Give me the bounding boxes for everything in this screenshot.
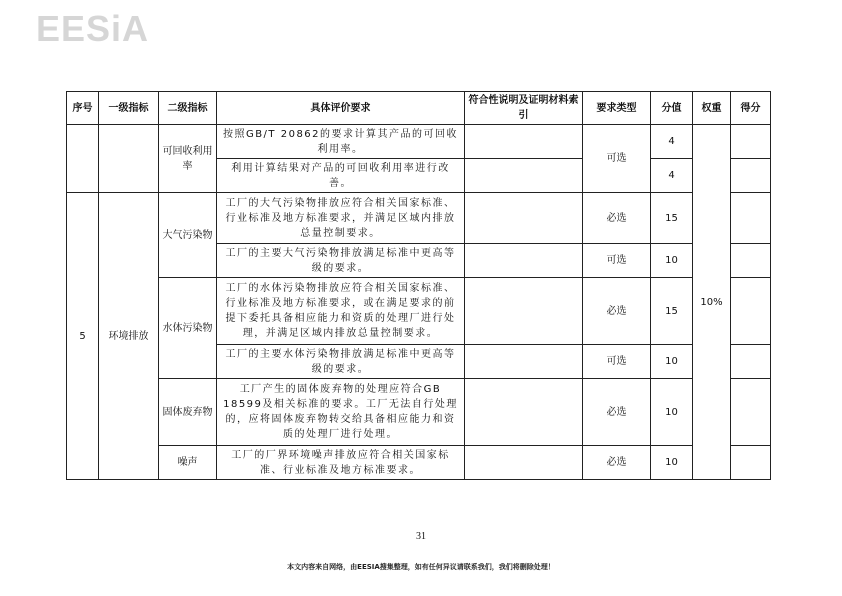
cell-points[interactable] <box>731 244 771 278</box>
cell-points[interactable] <box>731 278 771 345</box>
cell-points[interactable] <box>731 159 771 193</box>
cell-score: 10 <box>651 446 693 480</box>
cell-level2-solid: 固体废弃物 <box>159 379 217 446</box>
header-row <box>67 92 771 125</box>
header-weight: 权重 <box>693 92 731 125</box>
page-number: 31 <box>416 531 426 542</box>
cell-score: 10 <box>651 345 693 379</box>
table-row <box>67 379 771 446</box>
cell-req-type: 必选 <box>583 278 651 345</box>
table-row <box>67 193 771 244</box>
table-row <box>67 278 771 345</box>
cell-req-type: 可选 <box>583 244 651 278</box>
cell-score: 10 <box>651 379 693 446</box>
cell-req-type: 必选 <box>583 379 651 446</box>
cell-level2-noise: 噪声 <box>159 446 217 480</box>
cell-evidence[interactable] <box>465 379 583 446</box>
cell-requirement: 工厂的水体污染物排放应符合相关国家标准、行业标准及地方标准要求，或在满足要求的前提下委托具备相应能力和资质的处理厂进行处理，并满足区域内排放总量控制要求。 <box>217 278 465 345</box>
cell-evidence[interactable] <box>465 159 583 193</box>
cell-evidence[interactable] <box>465 446 583 480</box>
table-row <box>67 125 771 159</box>
header-requirement: 具体评价要求 <box>217 92 465 125</box>
cell-score: 15 <box>651 278 693 345</box>
cell-requirement: 工厂的厂界环境噪声排放应符合相关国家标准、行业标准及地方标准要求。 <box>217 446 465 480</box>
cell-points[interactable] <box>731 125 771 159</box>
cell-points[interactable] <box>731 193 771 244</box>
cell-level1: 环境排放 <box>99 193 159 480</box>
header-points: 得分 <box>731 92 771 125</box>
cell-score: 15 <box>651 193 693 244</box>
cell-requirement: 工厂产生的固体废弃物的处理应符合GB 18599及相关标准的要求。工厂无法自行处理的，应将固体废弃物转交给具备相应能力和资质的处理厂进行处理。 <box>217 379 465 446</box>
footer-disclaimer: 本文内容来自网络，由EESIA搜集整理，如有任何异议请联系我们，我们将删除处理！ <box>287 563 555 571</box>
header-req-type: 要求类型 <box>583 92 651 125</box>
header-level2: 二级指标 <box>159 92 217 125</box>
cell-evidence[interactable] <box>465 193 583 244</box>
cell-req-type: 必选 <box>583 193 651 244</box>
cell-level2-air: 大气污染物 <box>159 193 217 278</box>
cell-points[interactable] <box>731 446 771 480</box>
header-score: 分值 <box>651 92 693 125</box>
cell-requirement: 按照GB/T 20862的要求计算其产品的可回收利用率。 <box>217 125 465 159</box>
cell-points[interactable] <box>731 345 771 379</box>
evaluation-table <box>66 91 771 480</box>
cell-level2-recycle: 可回收利用率 <box>159 125 217 193</box>
header-level1: 一级指标 <box>99 92 159 125</box>
eesia-logo: EESiA <box>36 8 150 49</box>
cell-requirement: 工厂的主要水体污染物排放满足标准中更高等级的要求。 <box>217 345 465 379</box>
cell-level1-empty <box>99 125 159 193</box>
cell-score: 10 <box>651 244 693 278</box>
cell-req-type: 必选 <box>583 446 651 480</box>
cell-evidence[interactable] <box>465 278 583 345</box>
cell-evidence[interactable] <box>465 244 583 278</box>
cell-no-empty <box>67 125 99 193</box>
cell-score: 4 <box>651 159 693 193</box>
cell-evidence[interactable] <box>465 125 583 159</box>
cell-requirement: 工厂的大气污染物排放应符合相关国家标准、行业标准及地方标准要求，并满足区域内排放总量控制要求。 <box>217 193 465 244</box>
cell-no: 5 <box>67 193 99 480</box>
cell-points[interactable] <box>731 379 771 446</box>
cell-requirement: 利用计算结果对产品的可回收利用率进行改善。 <box>217 159 465 193</box>
cell-req-type: 可选 <box>583 345 651 379</box>
cell-level2-water: 水体污染物 <box>159 278 217 379</box>
table-row <box>67 446 771 480</box>
header-no: 序号 <box>67 92 99 125</box>
cell-requirement: 工厂的主要大气污染物排放满足标准中更高等级的要求。 <box>217 244 465 278</box>
cell-req-type: 可选 <box>583 125 651 193</box>
cell-evidence[interactable] <box>465 345 583 379</box>
header-evidence: 符合性说明及证明材料索引 <box>465 92 583 125</box>
cell-weight: 10% <box>693 125 731 480</box>
cell-score: 4 <box>651 125 693 159</box>
